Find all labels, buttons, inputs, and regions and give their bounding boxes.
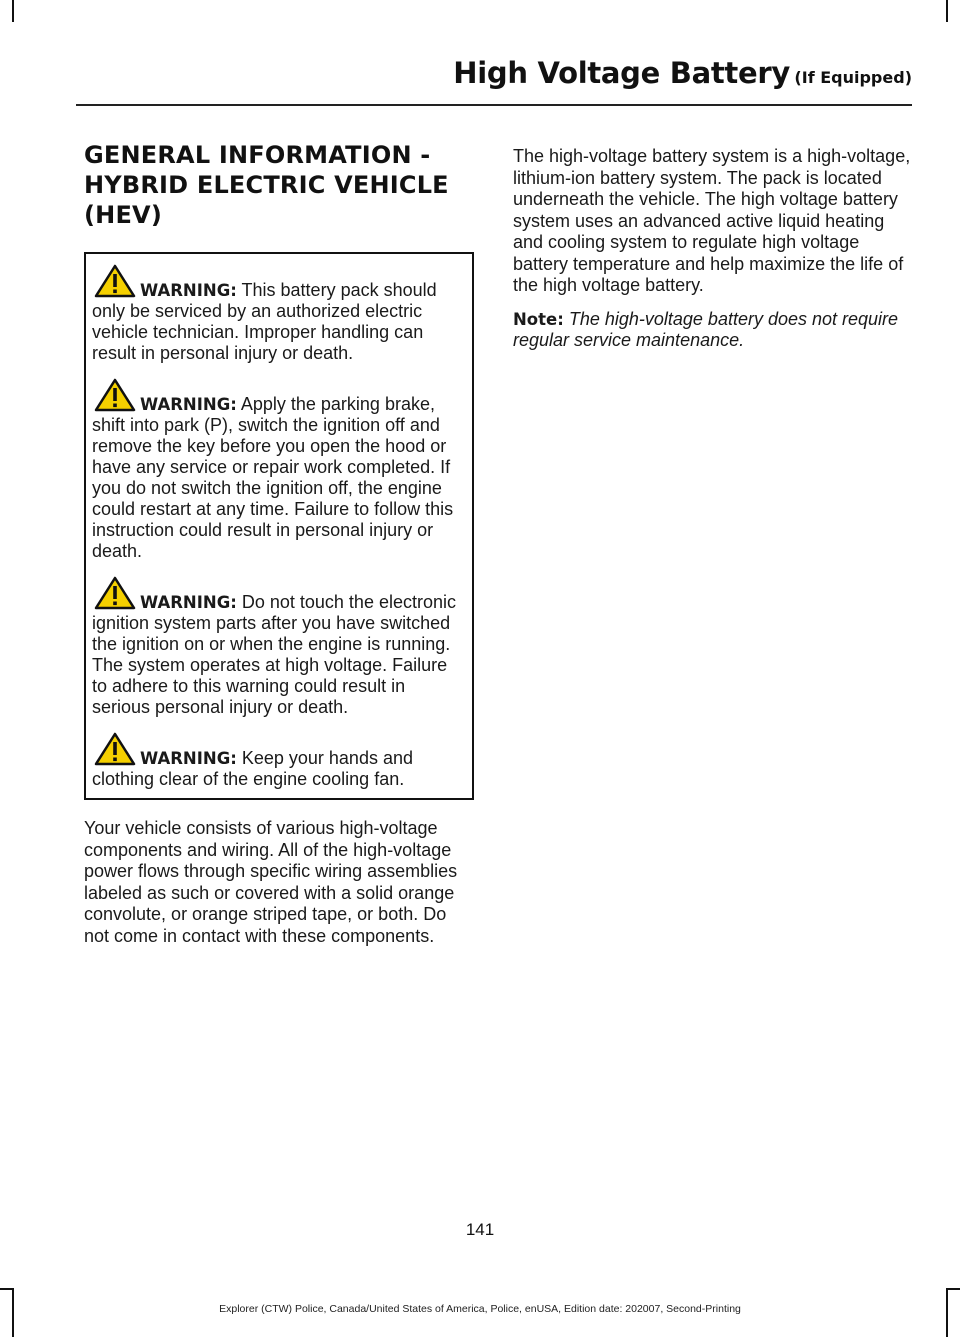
page-footer: Explorer (CTW) Police, Canada/United States of America, Police, enUSA, Edition date: 202007, Second-Printing xyxy=(219,1303,741,1315)
warning-label: WARNING: xyxy=(140,593,237,612)
body-paragraph: Your vehicle consists of various high-voltage components and wiring. All of the high-voltage power flows through specific wiring assemblies labeled as such or covered with a solid orange convolute, or orange striped tape, or both. Do not come in contact with these components. xyxy=(84,818,458,946)
warning-triangle-icon xyxy=(94,732,136,766)
warning-text: Apply the parking brake, shift into park (P), switch the ignition off and remove the key before you open the hood or have any service or repair work completed. If you do not switch the ignition off, the engine could restart at any time. Failure to follow this instruction could result in personal injury or death. xyxy=(92,394,454,561)
warning-triangle-icon xyxy=(94,264,136,298)
section-heading-line-1: GENERAL INFORMATION - xyxy=(84,141,431,169)
warning-item xyxy=(92,264,466,364)
warning-item xyxy=(92,378,466,562)
crop-mark-top-left xyxy=(12,0,14,22)
warning-label: WARNING: xyxy=(140,395,237,414)
left-column xyxy=(84,140,474,959)
page-header xyxy=(76,56,912,106)
note-text: The high-voltage battery does not require regular service maintenance. xyxy=(513,308,899,350)
note-paragraph xyxy=(513,309,913,352)
warning-text: This battery pack should only be serviced by an authorized electric vehicle technician. Improper handling can result in personal injury or death. xyxy=(92,280,437,363)
warning-box xyxy=(84,252,474,800)
warning-triangle-icon xyxy=(94,378,136,412)
right-column xyxy=(513,146,913,364)
crop-mark-top-right xyxy=(946,0,948,22)
section-heading xyxy=(84,140,474,230)
crop-mark-bottom-left-horizontal xyxy=(0,1288,14,1290)
page-number: 141 xyxy=(465,1220,495,1239)
warning-triangle-icon xyxy=(94,576,136,610)
warning-label: WARNING: xyxy=(140,281,237,300)
warning-text: Do not touch the electronic ignition system parts after you have switched the ignition on or when the engine is running. The system operates at high voltage. Failure to adhere to this warning could result in serious personal injury or death. xyxy=(92,592,456,717)
warning-item xyxy=(92,576,466,718)
header-divider xyxy=(76,104,912,106)
warning-text: Keep your hands and clothing clear of the engine cooling fan. xyxy=(92,748,413,789)
page-title-qualifier: (If Equipped) xyxy=(794,68,912,87)
section-heading-line-3: (HEV) xyxy=(84,201,162,229)
warning-label: WARNING: xyxy=(140,749,237,768)
crop-mark-bottom-right-horizontal xyxy=(946,1288,960,1290)
body-paragraph: The high-voltage battery system is a high-voltage, lithium-ion battery system. The pack is located underneath the vehicle. The high voltage battery system uses an advanced active liquid heating and cooling system to regulate high voltage battery temperature and help maximize the life of the high voltage battery. xyxy=(513,146,911,295)
warning-item xyxy=(92,732,466,790)
page-title: High Voltage Battery xyxy=(453,56,790,90)
note-label: Note: xyxy=(513,309,564,329)
section-heading-line-2: HYBRID ELECTRIC VEHICLE xyxy=(84,171,449,199)
